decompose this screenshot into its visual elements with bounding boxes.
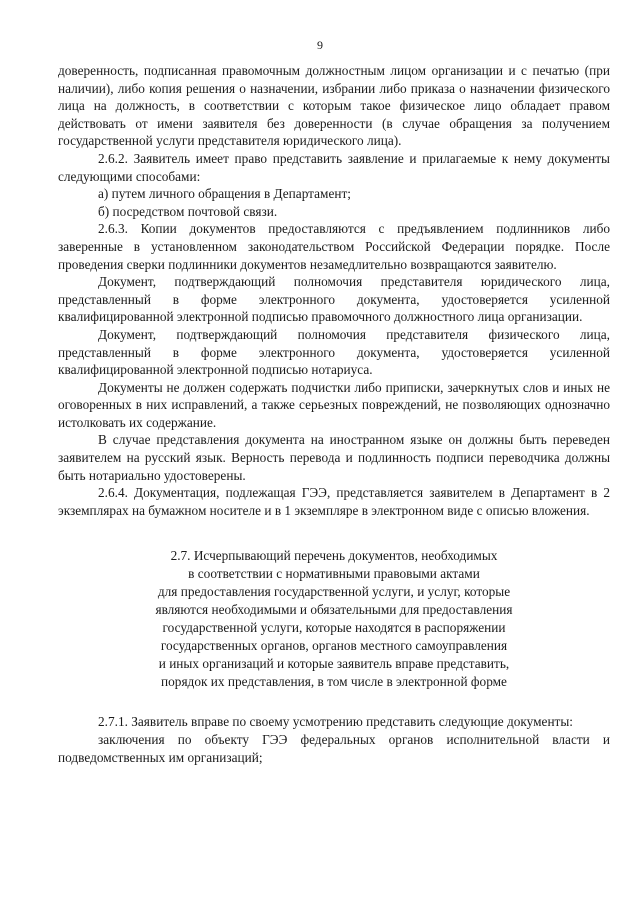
- paragraph-2-7-1: 2.7.1. Заявитель вправе по своему усмотрению представить следующие документы:: [98, 714, 573, 730]
- paragraph-legal-entity-rep: Документ, подтверждающий полномочия представителя юридического лица, представленный в форме электронного документа, удостоверяется усиленной квалифицированной электронной подписью правомочного должностного лица организации.: [58, 274, 610, 325]
- page-number: 9: [317, 38, 323, 52]
- heading-line: порядок их представления, в том числе в электронной форме: [161, 674, 507, 690]
- heading-line: для предоставления государственной услуги, и услуг, которые: [157, 584, 511, 600]
- section-heading-2-7: [58, 547, 610, 691]
- heading-line: являются необходимыми и обязательными для предоставления: [155, 602, 513, 618]
- paragraph-foreign-language: В случае представления документа на иностранном языке он должны быть переведен заявителем на русский язык. Верность перевода и подлинность подписи переводчика должны быть нотариально удостоверены.: [58, 432, 610, 483]
- paragraph-document-requirements: Документы не должен содержать подчистки либо приписки, зачеркнутых слов и иных не оговоренных в них исправлений, а также серьезных повреждений, не позволяющих однозначно истолковать их содержание.: [58, 379, 610, 430]
- paragraph-federal-conclusions: заключения по объекту ГЭЭ федеральных органов исполнительной власти и подведомственных им организаций;: [58, 732, 610, 765]
- list-item-a: а) путем личного обращения в Департамент;: [98, 186, 351, 202]
- paragraph-2-6-3: 2.6.3. Копии документов предоставляются с предъявлением подлинников либо заверенные в установленном законодательством Российской Федерации порядке. После проведения сверки подлинники документов незамедлительно возвращаются заявителю.: [58, 221, 610, 272]
- paragraph-individual-rep: Документ, подтверждающий полномочия представителя физического лица, представленный в форме электронного документа, удостоверяется усиленной квалифицированной электронной подписью нотариуса.: [58, 326, 610, 378]
- heading-line: и иных организаций и которые заявитель вправе представить,: [158, 656, 510, 672]
- paragraph-2-6-2: 2.6.2. Заявитель имеет право представить заявление и прилагаемые к нему документы следующими способами:: [58, 150, 610, 184]
- document-body: [58, 62, 610, 766]
- heading-line: 2.7. Исчерпывающий перечень документов, необходимых: [170, 548, 498, 564]
- list-item-b: б) посредством почтовой связи.: [98, 203, 278, 219]
- heading-line: в соответствии с нормативными правовыми актами: [188, 566, 480, 582]
- heading-line: государственной услуги, которые находятся в распоряжении: [162, 620, 506, 636]
- paragraph-2-6-4: 2.6.4. Документация, подлежащая ГЭЭ, представляется заявителем в Департамент в 2 экземплярах на бумажном носителе и в 1 экземпляре в электронном виде с описью вложения.: [58, 485, 610, 518]
- heading-line: государственных органов, органов местного самоуправления: [160, 638, 508, 654]
- paragraph-continuation: доверенность, подписанная правомочным должностным лицом организации и с печатью (при наличии), либо копия решения о назначении, избрании либо приказа о назначении физического лица на должность, в соответствии с которым такое физическое лицо обладает правом действовать от имени заявителя без доверенности (в случае обращения за получением государственной услуги представителя юридического лица).: [58, 63, 610, 149]
